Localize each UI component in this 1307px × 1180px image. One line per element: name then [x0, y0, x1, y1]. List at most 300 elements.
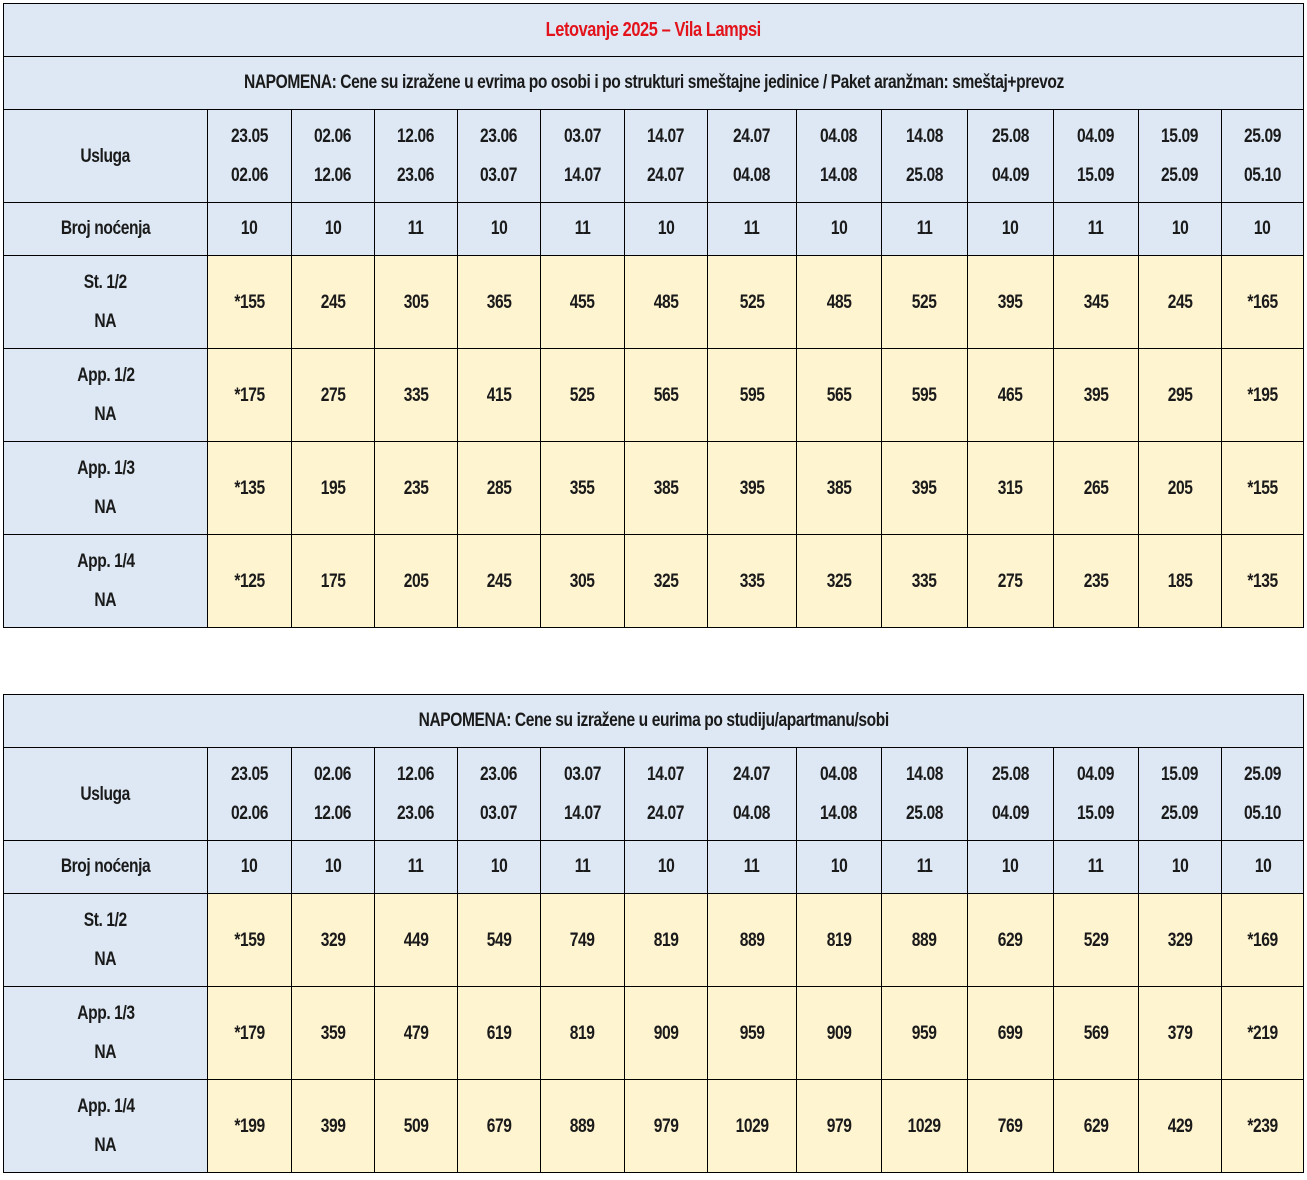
nights-cell-text: 10: [830, 856, 848, 877]
nights-cell-text: 10: [324, 218, 342, 239]
price-cell-text: 175: [320, 570, 346, 592]
nights-cell-text: 11: [574, 856, 591, 877]
price-cell-text: 379: [1167, 1022, 1193, 1044]
nights-cell: [1054, 203, 1139, 256]
price-cell-text: 525: [739, 291, 765, 313]
price-cell: [968, 349, 1054, 442]
price-cell: [708, 442, 797, 535]
price-cell-text: *155: [1247, 477, 1278, 499]
period-header-text: 15.09: [1077, 803, 1115, 824]
price-cell: [1054, 1080, 1139, 1173]
price-cell: [208, 442, 292, 535]
period-header: [292, 110, 375, 203]
period-header-text: 25.08: [906, 165, 943, 186]
price-cell: [208, 987, 292, 1080]
period-header-text: 24.07: [647, 803, 685, 824]
price-cell: [458, 256, 541, 349]
unit-label-text: NA: [94, 404, 117, 425]
period-header-text: 15.09: [1161, 126, 1199, 147]
nights-cell-text: 10: [657, 856, 675, 877]
price-cell: [797, 535, 882, 628]
period-header-text: 23.06: [480, 126, 518, 147]
unit-label: [4, 535, 208, 628]
nights-cell-text: 10: [1171, 218, 1189, 239]
price-cell: [708, 535, 797, 628]
nights-cell: [1054, 841, 1139, 894]
price-cell: [1139, 535, 1222, 628]
service-label-text: Usluga: [80, 783, 131, 805]
nights-cell: [968, 203, 1054, 256]
period-header-text: 15.09: [1161, 764, 1199, 785]
nights-cell: [458, 203, 541, 256]
period-header: [797, 110, 882, 203]
price-cell-text: 699: [998, 1022, 1023, 1044]
price-cell: [625, 987, 708, 1080]
period-header-text: 04.08: [820, 764, 858, 785]
price-cell-text: 889: [570, 1115, 595, 1137]
price-cell: [797, 1080, 882, 1173]
price-cell: [208, 256, 292, 349]
price-cell-text: 525: [912, 291, 937, 313]
price-cell-text: *165: [1247, 291, 1278, 313]
price-cell-text: 909: [826, 1022, 852, 1044]
price-cell-text: 819: [826, 929, 852, 951]
price-cell: [625, 256, 708, 349]
period-header-text: 03.07: [564, 126, 601, 147]
price-cell: [208, 894, 292, 987]
price-cell-text: 619: [486, 1022, 512, 1044]
table-title-text: Letovanje 2025 – Vila Lampsi: [545, 18, 762, 41]
period-header-text: 12.06: [314, 165, 352, 186]
period-header-text: 12.06: [397, 764, 435, 785]
price-cell-text: 365: [486, 291, 512, 313]
nights-cell: [292, 203, 375, 256]
price-cell: [541, 987, 625, 1080]
table-row: [4, 987, 1304, 1080]
price-cell-text: 509: [403, 1115, 429, 1137]
price-table-per-person: [3, 3, 1304, 628]
price-cell-text: 485: [826, 291, 852, 313]
period-header: [882, 748, 968, 841]
period-header-text: 14.08: [820, 165, 858, 186]
price-cell: [458, 894, 541, 987]
price-cell-text: 275: [320, 384, 346, 406]
price-cell: [1222, 894, 1304, 987]
period-header-text: 05.10: [1244, 803, 1282, 824]
period-header-text: 04.08: [733, 803, 771, 824]
period-header-text: 23.06: [397, 803, 435, 824]
period-header: [541, 748, 625, 841]
price-cell-text: *239: [1247, 1115, 1278, 1137]
unit-label-text: NA: [94, 949, 117, 970]
price-cell-text: 629: [998, 929, 1023, 951]
nights-cell-text: 11: [916, 218, 933, 239]
nights-cell: [208, 841, 292, 894]
price-cell-text: 1029: [907, 1115, 942, 1137]
nights-cell-text: 10: [1254, 218, 1271, 239]
price-cell: [625, 894, 708, 987]
nights-cell-text: 10: [241, 218, 258, 239]
price-cell-text: 979: [653, 1115, 679, 1137]
period-header: [458, 748, 541, 841]
nights-cell: [458, 841, 541, 894]
price-cell-text: 315: [998, 477, 1023, 499]
price-cell-text: 325: [653, 570, 679, 592]
price-cell-text: *155: [234, 291, 265, 313]
period-header-text: 23.06: [480, 764, 518, 785]
price-cell: [708, 987, 797, 1080]
period-header-text: 02.06: [231, 803, 268, 824]
price-cell-text: 959: [912, 1022, 937, 1044]
price-cell: [1054, 442, 1139, 535]
price-cell-text: 329: [320, 929, 346, 951]
service-label: [4, 110, 208, 203]
nights-cell-text: 10: [324, 856, 342, 877]
table-note-text: NAPOMENA: Cene su izražene u evrima po osobi i po strukturi smeštajne jedinice / Paket aranžman: smeštaj+prevoz: [243, 72, 1064, 93]
price-cell: [1222, 535, 1304, 628]
period-header: [1222, 110, 1304, 203]
price-cell-text: 245: [320, 291, 346, 313]
period-header-text: 24.07: [647, 165, 685, 186]
price-cell-text: 569: [1083, 1022, 1109, 1044]
price-cell: [1222, 256, 1304, 349]
price-cell: [708, 1080, 797, 1173]
price-cell: [968, 894, 1054, 987]
price-cell-text: 769: [998, 1115, 1023, 1137]
price-cell-text: 329: [1167, 929, 1193, 951]
price-cell: [375, 256, 458, 349]
service-label: [4, 748, 208, 841]
period-header-text: 25.08: [992, 126, 1029, 147]
price-cell: [458, 349, 541, 442]
price-cell: [968, 987, 1054, 1080]
unit-label-text: App. 1/2: [76, 365, 135, 386]
unit-label-text: App. 1/4: [76, 1096, 135, 1117]
table-row: [4, 535, 1304, 628]
nights-cell-text: 10: [490, 218, 508, 239]
price-cell: [292, 1080, 375, 1173]
period-header-text: 04.09: [1077, 126, 1115, 147]
price-cell: [541, 1080, 625, 1173]
price-cell-text: 819: [653, 929, 679, 951]
price-cell-text: 335: [739, 570, 765, 592]
price-cell: [882, 535, 968, 628]
period-header-text: 02.06: [231, 165, 268, 186]
price-cell: [458, 1080, 541, 1173]
period-header: [625, 748, 708, 841]
nights-cell: [1222, 841, 1304, 894]
unit-label-text: App. 1/4: [76, 551, 135, 572]
nights-cell: [968, 841, 1054, 894]
period-header: [708, 748, 797, 841]
period-header-text: 23.05: [231, 126, 268, 147]
price-cell: [1054, 256, 1139, 349]
period-header: [208, 110, 292, 203]
period-header: [968, 110, 1054, 203]
period-header-text: 25.09: [1161, 803, 1199, 824]
price-cell: [797, 987, 882, 1080]
price-cell: [1139, 256, 1222, 349]
price-cell: [1222, 987, 1304, 1080]
price-cell: [1222, 349, 1304, 442]
period-header-text: 12.06: [314, 803, 352, 824]
period-header-text: 14.07: [647, 126, 685, 147]
price-cell-text: 325: [826, 570, 852, 592]
price-cell-text: 195: [320, 477, 346, 499]
price-cell-text: 395: [912, 477, 937, 499]
price-cell: [458, 442, 541, 535]
unit-label-text: St. 1/2: [83, 272, 128, 293]
period-header: [541, 110, 625, 203]
nights-cell: [208, 203, 292, 256]
price-cell: [1054, 987, 1139, 1080]
period-header: [797, 748, 882, 841]
price-cell-text: 465: [998, 384, 1023, 406]
price-cell-text: *199: [234, 1115, 265, 1137]
period-header-text: 14.08: [906, 126, 943, 147]
period-header-text: 25.09: [1244, 764, 1282, 785]
nights-cell-text: 11: [408, 856, 424, 877]
table-title: [4, 4, 1304, 57]
price-cell-text: 909: [653, 1022, 679, 1044]
period-header: [1054, 748, 1139, 841]
price-cell-text: *169: [1247, 929, 1278, 951]
price-cell: [1222, 1080, 1304, 1173]
price-cell: [625, 535, 708, 628]
price-cell-text: 395: [739, 477, 765, 499]
price-cell-text: 385: [653, 477, 679, 499]
price-cell: [882, 987, 968, 1080]
unit-label: [4, 894, 208, 987]
price-cell: [1054, 349, 1139, 442]
price-cell-text: 889: [912, 929, 937, 951]
price-cell-text: 549: [486, 929, 512, 951]
period-header: [292, 748, 375, 841]
period-header-text: 03.07: [480, 165, 518, 186]
nights-cell: [882, 841, 968, 894]
price-cell-text: 295: [1167, 384, 1193, 406]
table-row: [4, 442, 1304, 535]
period-header: [208, 748, 292, 841]
price-cell: [541, 535, 625, 628]
price-cell-text: 525: [570, 384, 595, 406]
period-header: [458, 110, 541, 203]
price-cell: [375, 349, 458, 442]
period-header: [375, 748, 458, 841]
price-cell: [541, 256, 625, 349]
price-cell-text: 959: [739, 1022, 765, 1044]
price-cell-text: 385: [826, 477, 852, 499]
nights-cell-text: 10: [1254, 856, 1271, 877]
service-label-text: Usluga: [80, 145, 131, 167]
period-header-text: 04.09: [1077, 764, 1115, 785]
price-cell-text: 359: [320, 1022, 346, 1044]
price-cell-text: *195: [1247, 384, 1278, 406]
price-cell: [797, 349, 882, 442]
price-cell: [708, 894, 797, 987]
nights-cell: [708, 203, 797, 256]
price-cell-text: 449: [403, 929, 429, 951]
period-header-text: 23.05: [231, 764, 268, 785]
price-cell-text: *135: [1247, 570, 1278, 592]
period-header-text: 23.06: [397, 165, 435, 186]
table-note: [4, 57, 1304, 110]
price-cell-text: 679: [486, 1115, 512, 1137]
period-header: [1054, 110, 1139, 203]
price-cell-text: 485: [653, 291, 679, 313]
unit-label: [4, 987, 208, 1080]
period-header-text: 03.07: [480, 803, 518, 824]
price-cell: [797, 442, 882, 535]
nights-cell: [797, 203, 882, 256]
period-header-text: 02.06: [314, 764, 352, 785]
table-note: [4, 695, 1304, 748]
period-header: [1222, 748, 1304, 841]
period-header-text: 03.07: [564, 764, 601, 785]
nights-cell: [1139, 841, 1222, 894]
period-header: [882, 110, 968, 203]
price-cell-text: 395: [998, 291, 1023, 313]
price-cell: [708, 349, 797, 442]
price-cell-text: 1029: [735, 1115, 769, 1137]
nights-cell-text: 11: [1088, 856, 1104, 877]
period-header: [1139, 110, 1222, 203]
price-cell: [625, 349, 708, 442]
period-header-text: 02.06: [314, 126, 352, 147]
nights-cell-text: 10: [490, 856, 508, 877]
unit-label: [4, 442, 208, 535]
price-cell-text: 979: [826, 1115, 852, 1137]
price-cell: [1139, 349, 1222, 442]
price-cell: [375, 442, 458, 535]
price-cell: [541, 349, 625, 442]
price-cell: [968, 1080, 1054, 1173]
price-cell: [797, 894, 882, 987]
nights-cell: [541, 203, 625, 256]
unit-label-text: NA: [94, 311, 117, 332]
price-cell-text: 305: [403, 291, 429, 313]
nights-cell: [375, 841, 458, 894]
nights-label-text: Broj noćenja: [60, 218, 151, 239]
price-cell-text: 595: [912, 384, 937, 406]
period-header-text: 14.08: [820, 803, 858, 824]
nights-cell-text: 11: [744, 218, 760, 239]
period-header-text: 04.09: [992, 165, 1029, 186]
price-cell-text: 245: [486, 570, 512, 592]
period-header-text: 04.08: [733, 165, 771, 186]
price-cell-text: 395: [1083, 384, 1109, 406]
period-header-text: 15.09: [1077, 165, 1115, 186]
price-cell-text: 335: [403, 384, 429, 406]
price-cell-text: 265: [1083, 477, 1109, 499]
price-cell: [1222, 442, 1304, 535]
nights-cell-text: 10: [657, 218, 675, 239]
period-header-text: 14.07: [647, 764, 685, 785]
nights-cell: [625, 203, 708, 256]
price-cell: [882, 442, 968, 535]
price-cell: [1139, 894, 1222, 987]
price-cell: [968, 535, 1054, 628]
period-header-text: 25.08: [992, 764, 1029, 785]
period-header-text: 24.07: [733, 764, 771, 785]
price-cell-text: *219: [1247, 1022, 1278, 1044]
nights-cell: [882, 203, 968, 256]
price-cell: [882, 894, 968, 987]
price-cell: [1139, 1080, 1222, 1173]
nights-label: [4, 203, 208, 256]
price-cell: [458, 987, 541, 1080]
period-header: [968, 748, 1054, 841]
price-cell-text: 889: [739, 929, 765, 951]
unit-label-text: App. 1/3: [76, 1003, 135, 1024]
unit-label: [4, 1080, 208, 1173]
price-cell: [208, 349, 292, 442]
price-cell-text: 285: [486, 477, 512, 499]
period-header: [375, 110, 458, 203]
price-cell: [208, 535, 292, 628]
unit-label-text: NA: [94, 1042, 117, 1063]
period-header-text: 25.08: [906, 803, 943, 824]
nights-cell-text: 11: [408, 218, 424, 239]
nights-label-text: Broj noćenja: [60, 856, 151, 877]
period-header: [625, 110, 708, 203]
nights-cell: [541, 841, 625, 894]
unit-label: [4, 256, 208, 349]
table-note-text: NAPOMENA: Cene su izražene u eurima po studiju/apartmanu/sobi: [418, 710, 889, 731]
nights-cell: [625, 841, 708, 894]
price-cell-text: 565: [653, 384, 679, 406]
price-cell-text: 629: [1083, 1115, 1109, 1137]
nights-cell: [708, 841, 797, 894]
price-cell: [541, 894, 625, 987]
period-header-text: 14.07: [564, 803, 601, 824]
price-cell-text: 335: [912, 570, 937, 592]
period-header-text: 14.08: [906, 764, 943, 785]
nights-cell-text: 11: [916, 856, 933, 877]
price-cell-text: *135: [234, 477, 265, 499]
price-cell-text: 819: [570, 1022, 595, 1044]
price-cell-text: 595: [739, 384, 765, 406]
nights-label: [4, 841, 208, 894]
price-cell-text: 275: [998, 570, 1023, 592]
nights-cell: [375, 203, 458, 256]
unit-label: [4, 349, 208, 442]
price-cell: [292, 442, 375, 535]
nights-cell: [797, 841, 882, 894]
price-cell-text: 429: [1167, 1115, 1193, 1137]
price-cell: [1139, 987, 1222, 1080]
price-cell-text: *179: [234, 1022, 265, 1044]
price-cell-text: 415: [486, 384, 512, 406]
nights-cell-text: 11: [574, 218, 591, 239]
price-cell: [882, 256, 968, 349]
price-cell: [375, 1080, 458, 1173]
price-cell: [968, 442, 1054, 535]
price-cell-text: 749: [570, 929, 595, 951]
price-table-per-unit: [3, 694, 1304, 1173]
price-cell-text: *175: [234, 384, 265, 406]
unit-label-text: NA: [94, 1135, 117, 1156]
unit-label-text: NA: [94, 497, 117, 518]
price-cell: [1054, 535, 1139, 628]
period-header-text: 14.07: [564, 165, 601, 186]
period-header-text: 04.09: [992, 803, 1029, 824]
nights-cell-text: 10: [830, 218, 848, 239]
price-cell: [797, 256, 882, 349]
period-header: [708, 110, 797, 203]
price-cell: [1139, 442, 1222, 535]
price-cell-text: 235: [1083, 570, 1109, 592]
